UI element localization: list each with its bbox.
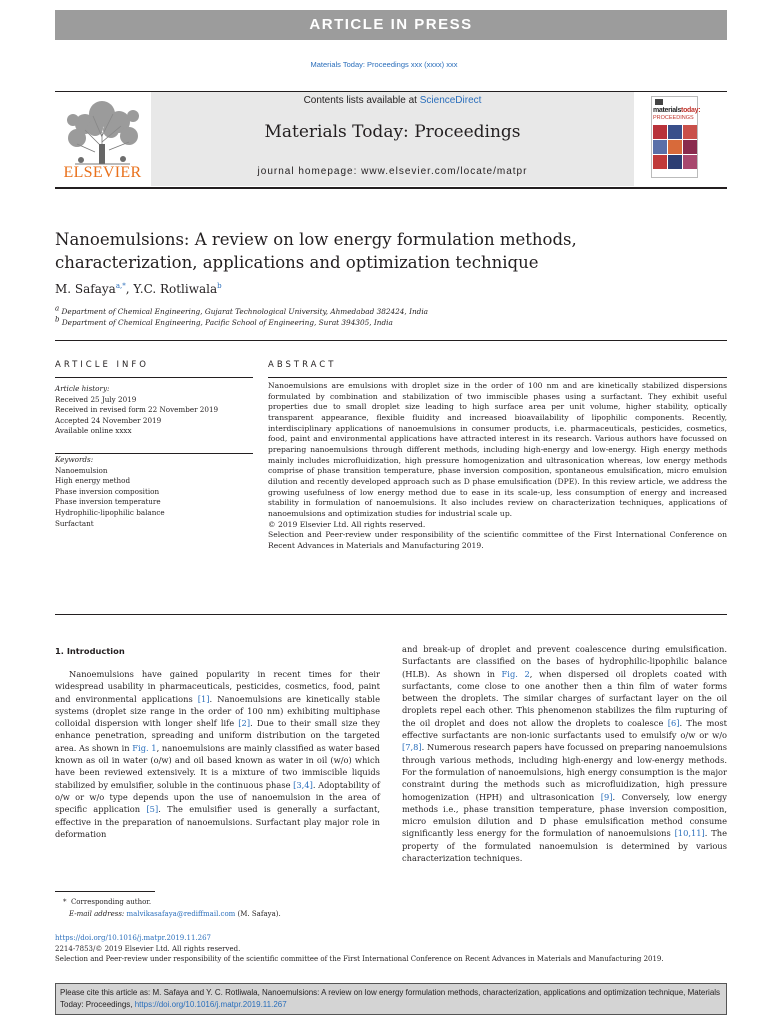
footnote-corresponding xyxy=(55,896,385,908)
keyword: Phase inversion composition xyxy=(55,486,160,496)
keyword: Hydrophilic-lipophilic balance xyxy=(55,507,165,517)
keywords xyxy=(55,455,255,529)
author-2[interactable]: Y.C. Rotliwala xyxy=(133,282,218,296)
footnote-corresponding-text: Corresponding author. xyxy=(70,898,152,906)
affiliation-a xyxy=(55,304,655,316)
title-block-rule xyxy=(55,340,727,341)
journal-homepage[interactable]: journal homepage: www.elsevier.com/locate/matpr xyxy=(257,166,528,177)
citation-link[interactable]: [5] xyxy=(146,804,159,815)
author-2-affiliation-mark[interactable]: b xyxy=(217,282,222,290)
keyword: Surfactant xyxy=(55,518,94,528)
author-email-link[interactable]: malvikasafaya@rediffmail.com xyxy=(126,910,236,918)
history-online: Available online xxxx xyxy=(55,426,132,436)
issn-copyright: 2214-7853/© 2019 Elsevier Ltd. All rights reserved. xyxy=(55,944,241,953)
journal-title: Materials Today: Proceedings xyxy=(264,122,521,142)
history-received: Received 25 July 2019 xyxy=(55,394,137,404)
keywords-label: Keywords: xyxy=(55,455,94,464)
abstract-rule xyxy=(268,377,727,378)
front-matter-rule xyxy=(55,614,727,615)
doi-block xyxy=(55,933,735,965)
citation-link[interactable]: [6] xyxy=(667,717,680,728)
abstract-heading: ABSTRACT xyxy=(268,360,337,370)
citation-text: Please cite this article as: M. Safaya and Y. C. Rotliwala, Nanoemulsions: A review on low energy formulation methods, characterization, applications and optimization technique, Materials Today: Proceedings, xyxy=(60,988,721,1009)
article-in-press-banner: ARTICLE IN PRESS xyxy=(55,10,727,40)
abstract-text: Nanoemulsions are emulsions with droplet size in the order of 100 nm and are kinetically stabilized dispersions formulated by combination and stabilization of two immiscible phases using a surfactant. They exhibit useful properties due to small droplet size leading to high surface area per unit volume, higher stability, optically transparent appearance, flexible fluidity and increased bioavailability of lipophilic components. Recently, interdisciplinary applications of nanoemulsions in consumer products, i.e. pharmaceuticals, pesticides, cosmetics, food, paint and environmental applications have attracted interest in its research. Various authors have focussed on preparing nanoemulsions through different methods, including high-energy and low-energy. High energy methods mainly includes microfluidization, high pressure homogenization and ultrasonication whereas, low energy methods comprise of phase transition temperature, phase inversion composition, spontaneous emulsification, micro emulsion dilution and recently developed approach such as D phase emulsification (DPE). In this review article, we address the growing usefulness of low energy method due to ease in its scale-up, less consumption of energy and increased stability in formulation of nanoemulsions. It also includes review on characterization techniques, applications of nanoemulsions and optimization studies for industrial scale up. xyxy=(268,381,727,518)
citation-link[interactable]: [1] xyxy=(197,693,210,704)
cover-subtitle: PROCEEDINGS xyxy=(653,115,694,121)
section-heading-introduction: 1. Introduction xyxy=(55,646,125,656)
author-1-affiliation-mark[interactable]: a,* xyxy=(115,282,126,290)
citation-box xyxy=(55,983,727,1015)
cover-title-a: materials xyxy=(653,107,682,114)
header-rule-bottom xyxy=(55,187,727,189)
sciencedirect-link[interactable]: ScienceDirect xyxy=(419,95,482,106)
keyword: High energy method xyxy=(55,476,131,486)
intro-paragraph xyxy=(55,668,380,840)
citation-doi-link[interactable]: https://doi.org/10.1016/j.matpr.2019.11.267 xyxy=(134,1000,287,1009)
citation-link[interactable]: [2] xyxy=(238,718,251,729)
body-column-right xyxy=(402,643,727,864)
keywords-rule xyxy=(55,453,253,454)
article-history xyxy=(55,384,255,437)
history-revised: Received in revised form 22 November 2019 xyxy=(55,405,219,415)
intro-text: . Due to their small size they enhance penetration, spreading and uniform distribution on the targeted area. As shown in xyxy=(55,718,380,753)
elsevier-wordmark: ELSEVIER xyxy=(63,164,142,181)
abstract-peer-review: Selection and Peer-review under responsibility of the scientific committee of the First International Conference on Recent Advances in Materials and Manufacturing 2019. xyxy=(268,530,727,550)
footnote-asterisk: * xyxy=(63,898,67,906)
affiliation-a-mark: a xyxy=(55,304,60,313)
affiliation-b xyxy=(55,315,655,327)
article-info-heading: ARTICLE INFO xyxy=(55,360,149,370)
affiliation-b-mark: b xyxy=(55,315,60,324)
cover-mosaic xyxy=(653,125,697,169)
keyword: Phase inversion temperature xyxy=(55,497,161,507)
intro-text: and break-up of droplet and prevent coalescence during emulsification. Surfactants are classified on the bases of hydrophilic-lipophilic balance (HLB). As shown in xyxy=(402,644,727,679)
intro-text: . Numerous research papers have focussed on preparing nanoemulsions through various methods, including high-energy and low-energy methods. For the formulation of nanoemulsions, high energy consumption is the major constraint during the methods such as microfluidization, high pressure homogenization (HPH) and ultrasonication xyxy=(402,742,727,802)
author-list xyxy=(55,282,655,296)
intro-text: Nanoemulsions have gained popularity in recent times for their widespread usability in pharmaceuticals, pesticides, cosmetics, food, paint and environmental applications xyxy=(55,669,380,704)
cover-emblem xyxy=(655,99,663,105)
affiliation-a-text: Department of Chemical Engineering, Gujarat Technological University, Ahmedabad 382424, India xyxy=(61,307,429,316)
doi-link[interactable]: https://doi.org/10.1016/j.matpr.2019.11.267 xyxy=(55,934,211,942)
email-suffix: (M. Safaya). xyxy=(235,910,281,918)
citation-link[interactable]: [9] xyxy=(600,791,613,802)
history-label: Article history: xyxy=(55,384,110,393)
corresponding-author-footnote xyxy=(55,896,385,920)
citation-link[interactable]: [10,11] xyxy=(674,828,705,839)
author-1[interactable]: M. Safaya xyxy=(55,282,116,296)
intro-text: . Conversely, low energy methods i.e., phase transition temperature, phase inversion composition, micro emulsion dilution and D phase emulsification method consume significantly less energy for the formulation of nanoemulsions xyxy=(402,791,727,839)
intro-text: . The most effective surfactants are non-ionic surfactants used to emulsify o/w or w/o xyxy=(402,717,728,741)
affiliation-b-text: Department of Chemical Engineering, Pacific School of Engineering, Surat 394305, India xyxy=(61,318,393,327)
history-accepted: Accepted 24 November 2019 xyxy=(55,415,162,425)
citation-link[interactable]: [7,8] xyxy=(402,742,422,753)
cover-title-b: today: xyxy=(681,107,701,114)
article-info-rule xyxy=(55,377,253,378)
doi-peer-review: Selection and Peer-review under responsibility of the scientific committee of the First International Conference on Recent Advances in Materials and Manufacturing 2019. xyxy=(55,955,664,963)
body-column-left xyxy=(55,668,380,840)
footnote-email xyxy=(55,908,385,920)
intro-paragraph-continued xyxy=(402,643,727,864)
contents-line xyxy=(151,95,634,106)
abstract-copyright: © 2019 Elsevier Ltd. All rights reserved. xyxy=(268,519,426,529)
intro-text: . The property of the formulated nanoemulsion is determined by various characterization techniques. xyxy=(402,828,727,864)
journal-reference-link[interactable]: Materials Today: Proceedings xxx (xxxx) xxx xyxy=(310,60,458,69)
article-title-line1: Nanoemulsions: A review on low energy formulation methods, xyxy=(55,230,577,249)
cover-title xyxy=(653,107,700,114)
citation-link[interactable]: [3,4] xyxy=(293,779,313,790)
intro-text: . Nanoemulsions are kinetically stable systems (droplet size range in the order of 100 nm) exhibiting multiphase colloidal dispersion with longer shelf life xyxy=(55,693,380,729)
intro-text: . Adoptability of o/w or w/o type depends upon the use of nanoemulsion in the area of specific application xyxy=(55,779,380,815)
journal-cover-image xyxy=(651,96,701,178)
article-title-line2: characterization, applications and optimization technique xyxy=(55,253,539,272)
intro-text: , nanoemulsions are mainly classified as water based known as oil in water (o/w) and oil based known as water in oil (w/o) which have been reviewed extensively. It is a mixture of two immiscible liquids stabilized by emulsifier, soluble in the continuous phase xyxy=(55,742,380,790)
contents-prefix: Contents lists available at xyxy=(303,95,420,106)
intro-text: , when dispersed oil droplets coated with surfactants, come close to one another then a thin film of water forms between the droplets. The similar charges of surfactant layer on the oil droplets repel each other. This phenomenon stabilizes the film rupturing of the oil droplet and does not allow the droplets to coalesce xyxy=(402,668,728,728)
figure-link[interactable]: Fig. 1 xyxy=(132,742,157,753)
email-label: E-mail address: xyxy=(69,910,127,918)
author-separator: , xyxy=(125,282,134,296)
article-title xyxy=(55,228,695,274)
abstract-body xyxy=(268,381,727,552)
footnote-rule xyxy=(55,891,155,892)
intro-text: . The emulsifier used is generally a surfactant, effective in the preparation of nanoemulsions. Surfactant play major role in deformation xyxy=(55,804,380,839)
keyword: Nanoemulsion xyxy=(55,465,108,475)
figure-link[interactable]: Fig. 2 xyxy=(501,668,530,679)
